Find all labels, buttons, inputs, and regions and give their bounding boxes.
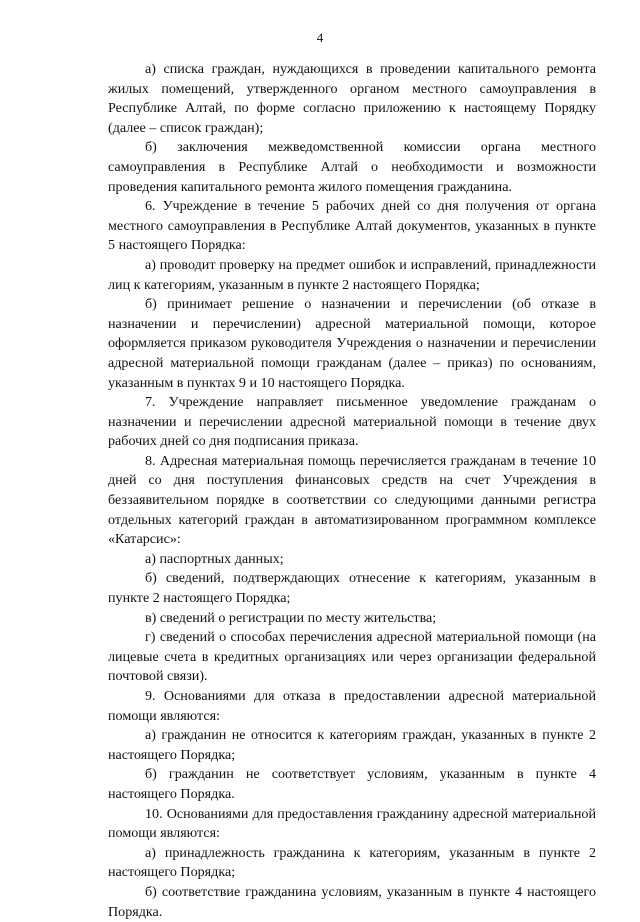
paragraph: 7. Учреждение направляет письменное уведомление гражданам о назначении и перечислении адресной материальной помощи в течение двух рабочих дней со дня подписания приказа. (108, 394, 596, 450)
paragraph: а) списка граждан, нуждающихся в проведении капитального ремонта жилых помещений, утвержденного органом местного самоуправления в Республике Алтай, по форме согласно приложению к настоящему Порядку (далее – список граждан); (108, 61, 596, 136)
paragraph: г) сведений о способах перечисления адресной материальной помощи (на лицевые счета в кредитных организациях или через организации федеральной почтовой связи). (108, 629, 596, 685)
paragraph: 6. Учреждение в течение 5 рабочих дней со дня получения от органа местного самоуправления в Республике Алтай документов, указанных в пункте 5 настоящего Порядка: (108, 198, 596, 254)
paragraph: а) принадлежность гражданина к категориям, указанным в пункте 2 настоящего Порядка; (108, 844, 596, 881)
paragraph: б) заключения межведомственной комиссии органа местного самоуправления в Республике Алтай о необходимости и возможности проведения капитального ремонта жилого помещения гражданина. (108, 139, 596, 195)
paragraph: а) паспортных данных; (145, 550, 284, 567)
paragraph: в) сведений о регистрации по месту жительства; (145, 609, 437, 626)
paragraph: б) сведений, подтверждающих отнесение к категориям, указанным в пункте 2 настоящего Порядка; (108, 570, 596, 607)
paragraph: 8. Адресная материальная помощь перечисляется гражданам в течение 10 дней со дня поступления финансовых средств на счет Учреждения в беззаявительном порядке в соответствии со следующими данными регистра отдельных категорий граждан в автоматизированном программном комплексе «Катарсис»: (108, 452, 596, 548)
document-body (108, 60, 596, 922)
page-number: 4 (316, 30, 324, 45)
paragraph: б) гражданин не соответствует условиям, указанным в пункте 4 настоящего Порядка. (108, 766, 596, 802)
paragraph: а) гражданин не относится к категориям граждан, указанных в пункте 2 настоящего Порядка; (108, 727, 596, 763)
paragraph: 10. Основаниями для предоставления гражданину адресной материальной помощи являются: (108, 805, 596, 842)
paragraph: 9. Основаниями для отказа в предоставлении адресной материальной помощи являются: (108, 688, 596, 724)
paragraph: а) проводит проверку на предмет ошибок и исправлений, принадлежности лиц к категориям, указанным в пункте 2 настоящего Порядка; (108, 256, 596, 293)
paragraph: б) принимает решение о назначении и перечислении (об отказе в назначении и перечислении) адресной материальной помощи, которое оформляется приказом руководителя Учреждения о назначении и перечислении адресной материальной помощи гражданам (далее – приказ) по основаниям, указанным в пунктах 9 и 10 настоящего Порядка. (108, 296, 596, 391)
paragraph: б) соответствие гражданина условиям, указанным в пункте 4 настоящего Порядка. (108, 883, 596, 920)
